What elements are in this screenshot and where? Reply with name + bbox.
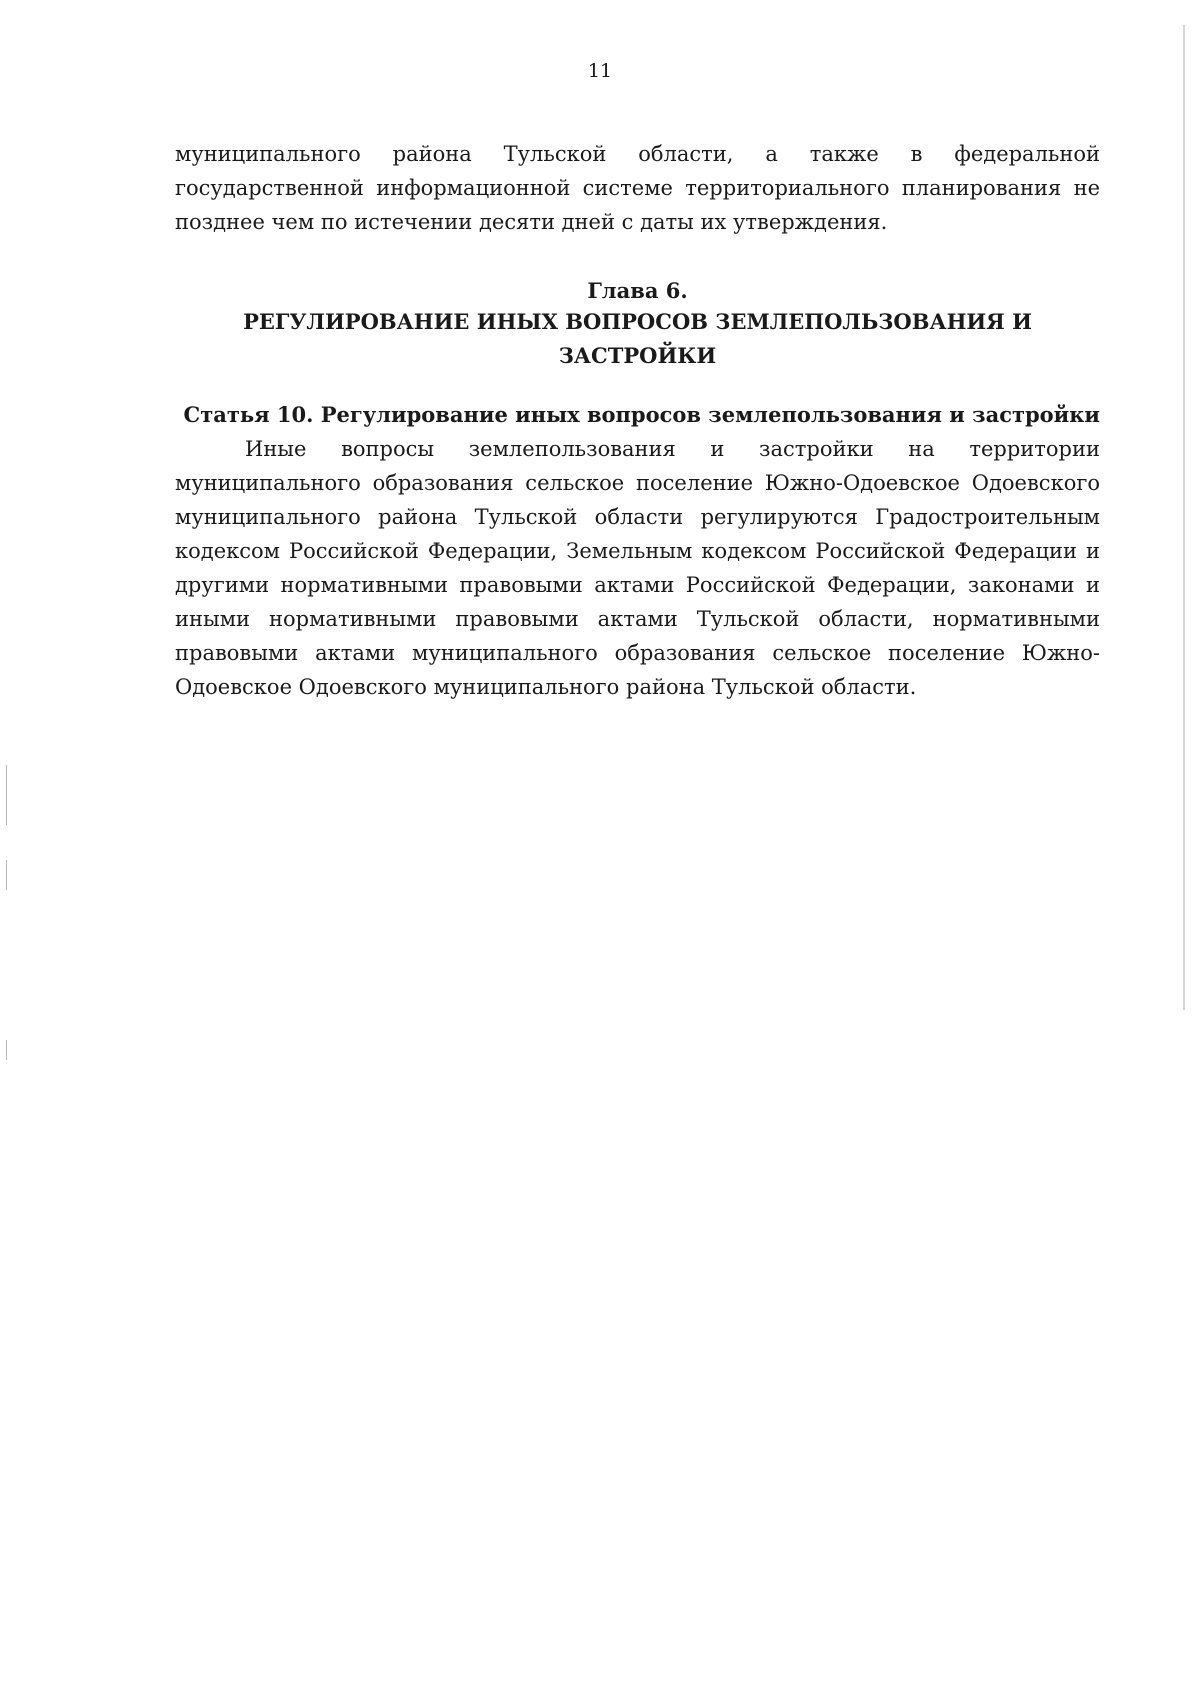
intro-paragraph: муниципального района Тульской области, а также в федеральной государственной информационной системе территориального планирования не позднее чем по истечении десяти дней с даты их утверждения. <box>175 142 1100 234</box>
scan-edge-mark <box>6 1040 7 1060</box>
scan-edge-mark <box>6 765 7 825</box>
scan-edge-line <box>1183 25 1185 1010</box>
article-title: Статья 10. Регулирование иных вопросов землепользования и застройки <box>183 402 1100 427</box>
page-number: 11 <box>587 60 613 82</box>
article-body: Иные вопросы землепользования и застройки на территории муниципального образования сельское поселение Южно-Одоевское Одоевского муниципального района Тульской области регулируются Градостроительным кодексом Российской Федерации, Земельным кодексом Российской Федерации и другими нормативными правовыми актами Российской Федерации, законами и иными нормативными правовыми актами Тульской области, нормативными правовыми актами муниципального образования сельское поселение Южно-Одоевское Одоевского муниципального района Тульской области. <box>175 437 1100 699</box>
scan-edge-mark <box>6 860 7 890</box>
chapter-title: РЕГУЛИРОВАНИЕ ИНЫХ ВОПРОСОВ ЗЕМЛЕПОЛЬЗОВАНИЯ И ЗАСТРОЙКИ <box>243 309 1032 368</box>
chapter-number: Глава 6. <box>587 278 688 303</box>
